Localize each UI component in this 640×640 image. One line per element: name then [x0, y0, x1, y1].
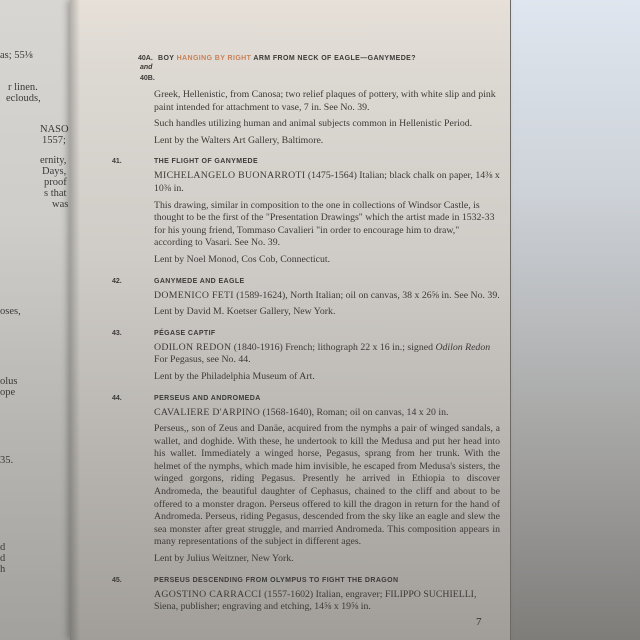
- left-page-fragment: olus: [0, 376, 18, 387]
- entry-number: 45.: [112, 576, 122, 584]
- left-page-fragment: 35.: [0, 455, 14, 466]
- entry-number: 41.: [112, 158, 122, 166]
- title-part: BOY: [158, 55, 177, 62]
- left-page-fragment: NASO: [40, 124, 69, 135]
- left-page-fragment: ope: [0, 387, 16, 398]
- artist-name: AGOSTINO CARRACCI: [154, 588, 262, 600]
- artist-name: DOMENICO FETI: [154, 289, 234, 301]
- entry-attribution: [154, 170, 500, 195]
- entry-lender: Lent by the Philadelphia Museum of Art.: [154, 370, 315, 382]
- artwork-details: (1475-1564) Italian; black chalk on paper, 14⅜ x 10⅜ in.: [154, 170, 500, 194]
- entry-title: PÉGASE CAPTIF: [154, 329, 216, 337]
- entry-number: 44.: [112, 394, 122, 402]
- left-page-fragment: oses,: [0, 306, 21, 317]
- left-page-fragment: eclouds,: [6, 93, 41, 104]
- left-page-fragment: d: [0, 553, 6, 564]
- entry-title: GANYMEDE AND EAGLE: [154, 277, 245, 285]
- artwork-details-cont: For Pegasus, see No. 44.: [154, 354, 251, 366]
- left-page-fragment: proof: [44, 177, 67, 188]
- catalog-entry-42: [112, 277, 500, 319]
- catalog-entries: [112, 54, 500, 624]
- artwork-details: (1557-1602) Italian, engraver; FILIPPO SUCHIELLI, Siena, publisher; engraving and etching, 14⅝ x 19⅝ in.: [154, 588, 477, 613]
- entry-attribution: [154, 342, 500, 367]
- entry-title: THE FLIGHT OF GANYMEDE: [154, 158, 259, 166]
- entry-lender: Lent by the Walters Art Gallery, Baltimore.: [154, 134, 324, 146]
- entry-paragraph: Such handles utilizing human and animal subjects common in Hellenistic Period.: [154, 118, 473, 130]
- artwork-details: (1589-1624), North Italian; oil on canvas, 38 x 26⅝ in. See No. 39.: [236, 289, 500, 301]
- artist-name: ODILON REDON: [154, 341, 232, 353]
- entry-attribution: [154, 290, 500, 303]
- entry-paragraph: Greek, Hellenistic, from Canosa; two relief plaques of pottery, with white slip and pink paint intended for attachment to vase, 7 in. See No. 39.: [154, 89, 496, 113]
- left-page-fragment: d: [0, 542, 6, 553]
- left-page-fragment: s that: [44, 188, 67, 199]
- left-page-fragment: as; 55⅛: [0, 50, 33, 61]
- catalog-entry-44: [112, 394, 500, 566]
- artist-name: MICHELANGELO BUONARROTI: [154, 170, 306, 182]
- left-page-fragment: ernity,: [40, 155, 67, 166]
- entry-number-b: 40B.: [140, 75, 155, 82]
- entry-title: [132, 54, 500, 64]
- entry-lender: Lent by Noel Monod, Cos Cob, Connecticut.: [154, 253, 331, 265]
- entry-title: PERSEUS AND ANDROMEDA: [154, 394, 261, 402]
- entry-lender: Lent by Julius Weitzner, New York.: [154, 553, 294, 565]
- entry-attribution: [154, 589, 500, 614]
- entry-attribution: [154, 407, 500, 420]
- entry-and-label: and: [140, 64, 153, 71]
- entry-number: 42.: [112, 277, 122, 285]
- entry-number: 43.: [112, 329, 122, 337]
- catalog-entry-41: [112, 157, 500, 266]
- entry-number: 40A.: [138, 55, 153, 62]
- background-surface: [510, 0, 640, 640]
- entry-paragraph: Perseus,, son of Zeus and Danäe, acquired from the nymphs a pair of winged sandals, a wallet, and doghide. With these, he undertook to kill the Medusa and put her head into his wallet. Immediately a winged horse, Pegasus, sprang from her trunk. With the helmet of the nymphs, which made him invisible, he escaped from Medusa's sisters, the winged gorgons, riding Pegasus. Presently he arrived in Ethiopia to discover Andromeda, the beautiful daughter of Cephasus, chained to the cliff and about to be offered to a monster dragon. Perseus offered to kill the dragon in return for the hand of Andromeda. Perseus, riding Pegasus, descended from the sky like an eagle and slew the sea monster after great struggle, and married Andromeda. This composition appears in many representations of the subject in different ages.: [154, 423, 500, 548]
- page-number: 7: [476, 616, 482, 628]
- entry-lender: Lent by David M. Koetser Gallery, New York.: [154, 306, 336, 318]
- catalog-entry-40: [132, 54, 500, 147]
- artwork-details: (1840-1916) French; lithograph 22 x 16 in.; signed: [233, 341, 433, 353]
- entry-title: PERSEUS DESCENDING FROM OLYMPUS TO FIGHT THE DRAGON: [154, 576, 399, 584]
- left-page-fragment: r linen.: [8, 82, 38, 93]
- entry-paragraph: This drawing, similar in composition to the one in collections of Windsor Castle, is thought to be the first of the "Presentation Drawings" which the artist made in 1532-33 for his young friend, Tommaso Cavalieri "in order to encourage him to draw," according to Vasari. See No. 39.: [154, 199, 495, 249]
- catalog-entry-43: [112, 329, 500, 384]
- artwork-details: (1568-1640), Roman; oil on canvas, 14 x 20 in.: [262, 406, 449, 418]
- left-page-fragment: h: [0, 564, 6, 575]
- signature-text: Odilon Redon: [435, 341, 491, 353]
- title-part: ARM FROM NECK OF EAGLE—GANYMEDE?: [251, 55, 416, 62]
- catalog-entry-45: [112, 576, 500, 614]
- left-page-fragment: Days,: [42, 166, 67, 177]
- left-page-fragment: was: [52, 199, 69, 210]
- artist-name: CAVALIERE D'ARPINO: [154, 406, 261, 418]
- title-part-highlighted: HANGING BY RIGHT: [176, 55, 252, 62]
- left-page-fragment: 1557;: [42, 135, 66, 146]
